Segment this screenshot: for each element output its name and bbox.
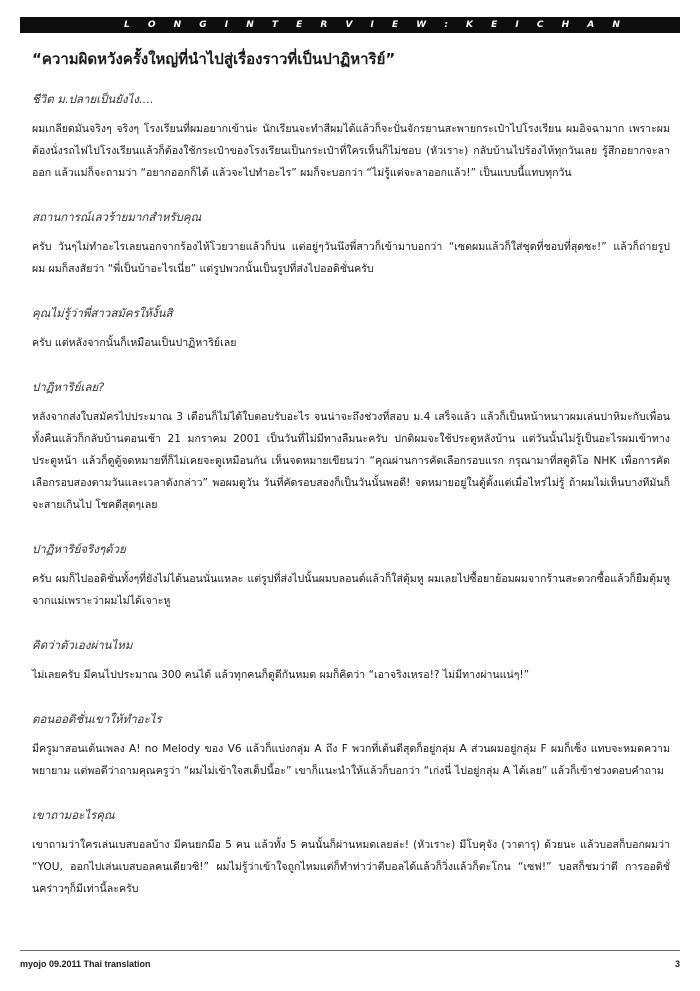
interview-question: สถานการณ์เลวร้ายมากสำหรับคุณ [32, 210, 202, 224]
qa-section [32, 378, 670, 516]
interview-question: ชีวิต ม.ปลายเป็นยังไง.... [32, 92, 154, 106]
qa-section [32, 710, 670, 782]
qa-section [32, 540, 670, 612]
interview-answer: มีครูมาสอนเต้นเพลง A! no Melody ของ V6 แล้วก็แบ่งกลุ่ม A ถึง F พวกที่เต้นดีสุดก็อยู่กลุ่ม A ส่วนผมอยู่กลุ่ม F ผมก็เซ็ง แทบจะหมดความพยายาม แต่พอดีว่าถามคุณครูว่า “ผมไม่เข้าใจสเต็ปนี้อะ” เขาก็แนะนำให้แล้วก็บอกว่า “เก่งนี่ ไปอยู่กลุ่ม A ได้เลย” แล้วก็เข้าช่วงตอบคำถาม [32, 743, 670, 777]
header-letter: V [345, 20, 353, 30]
header-letter: L [124, 20, 130, 30]
header-letter: N [612, 20, 620, 30]
header-bar [20, 17, 680, 33]
header-letter: I [515, 20, 519, 30]
interview-answer: ครับ แต่หลังจากนั้นก็เหมือนเป็นปาฏิหาริย์เลย [32, 337, 237, 349]
header-letter: I [370, 20, 374, 30]
interview-answer: เขาถามว่าใครเล่นเบสบอลบ้าง มีคนยกมือ 5 คน แล้วทั้ง 5 คนนั้นก็ผ่านหมดเลยล่ะ! (หัวเราะ) มีโบคุจัง (วาตารุ) ด้วยนะ แล้วบอสก็บอกผมว่า “YOU, ออกไปเล่นเบสบอลคนเดียวซิ!” ผมไม่รู้ว่าเข้าใจถูกไหมแต่ก็ทำท่าว่าตีบอลได้แล้วก็วิ่งแล้วก็ตะโกน “เซฟ!” บอสก็ชมว่าดี การออดิชั่นคร่าวๆก็มีเท่านี้ละครับ [32, 839, 670, 895]
interview-answer: ผมเกลียดมันจริงๆ จริงๆ โรงเรียนที่ผมอยากเข้าน่ะ นักเรียนจะทำสีผมได้แล้วก็จะปั่นจักรยานสะพายกระเป๋าไปโรงเรียน ผมอิจฉามาก เพราะผมต้องนั่งรถไฟไปโรงเรียนแล้วก็ต้องใช้กระเป๋าของโรงเรียนเป็นกระเป๋าที่ใครเห็นก็ไม่ชอบ (หัวเราะ) กลับบ้านไปร้องไห้ทุกวันเลย รู้สึกอยากจะลาออก แล้วแม่ก็จะถามว่า “อยากออกก็ได้ แล้วจะไปทำอะไร” ผมก็จะบอกว่า “ไม่รู้แต่จะลาออกแล้ว!” เป็นแบบนี้แทบทุกวัน [32, 123, 670, 179]
qa-section [32, 806, 670, 900]
interview-question: ปาฏิหาริย์เลย? [32, 380, 105, 394]
header-title [20, 17, 680, 33]
header-letter: N [246, 20, 254, 30]
interview-question: คิดว่าตัวเองผ่านไหม [32, 638, 133, 652]
header-letter: C [536, 20, 544, 30]
qa-section [32, 208, 670, 280]
interview-question: ปาฏิหาริย์จริงๆด้วย [32, 542, 126, 556]
header-letter: N [173, 20, 182, 30]
header-letter: T [271, 20, 279, 30]
interview-answer: ครับ ผมก็ไปออดิชั่นทั้งๆที่ยังไม่ได้นอนนั่นแหละ แต่รูปที่ส่งไปนั้นผมบลอนด์แล้วก็ใส่ตุ้มหู ผมเลยไปซื้อยาย้อมผมจากร้านสะดวกซื้อแล้วก็ยืมตุ้มหูจากแม่เพราะว่าผมไม่ได้เจาะหู [32, 573, 670, 607]
header-letter: R [320, 20, 328, 30]
article-headline: “ความผิดหวังครั้งใหญ่ที่นำไปสู่เรื่องราวที่เป็นปาฏิหาริย์” [32, 50, 396, 68]
header-letter: K [466, 20, 474, 30]
interview-answer: ครับ วันๆไม่ทำอะไรเลยนอกจากร้องไห้โวยวายแล้วก็บ่น แต่อยู่ๆวันนึงพี่สาวก็เข้ามาบอกว่า “เซตผมแล้วก็ใส่ชุดที่ชอบที่สุดซะ!” แล้วก็ถ่ายรูปผม ผมก็สงสัยว่า “พี่เป็นบ้าอะไรเนี่ย” แต่รูปพวกนั้นเป็นรูปที่ส่งไปออดิชั่นครับ [32, 241, 670, 275]
header-letter: G [199, 20, 207, 30]
header-letter: E [392, 20, 399, 30]
interview-question: ตอนออดิชั่นเขาให้ทำอะไร [32, 712, 162, 726]
footer-divider [20, 950, 680, 951]
interview-question: เขาถามอะไรคุณ [32, 808, 115, 822]
interview-answer: ไม่เลยครับ มีคนไปประมาณ 300 คนได้ แล้วทุกคนก็ดูดีกันหมด ผมก็คิดว่า “เอาจริงเหรอ!? ไม่มีทางผ่านแน่ๆ!” [32, 669, 530, 681]
header-letter: E [296, 20, 303, 30]
qa-section [32, 304, 670, 354]
header-letter: O [147, 20, 156, 30]
page-number: 3 [674, 959, 680, 969]
header-letter: W [416, 20, 427, 30]
interview-answer: หลังจากส่งใบสมัครไปประมาณ 3 เดือนก็ไม่ได้ใบตอบรับอะไร จนน่าจะถึงช่วงที่สอบ ม.4 เสร็จแล้ว แล้วก็เป็นหน้าหนาวผมเล่นปาหิมะกับเพื่อนทั้งคืนแล้วก็กลับบ้านตอนเช้า 21 มกราคม 2001 เป็นวันที่ไม่มีทางลืมนะครับ ปกติผมจะใช้ประตูหลังบ้าน แต่วันนั้นไม่รู้เป็นอะไรผมเข้าทางประตูหน้า แล้วก็ดูตู้จดหมายที่ก็ไม่เคยจะดูเหมือนกัน เห็นจดหมายเขียนว่า “คุณผ่านการคัดเลือกรอบแรก กรุณามาที่สตูดิโอ NHK เพื่อการคัดเลือกรอบสองตามวันและเวลาดังกล่าว” พอผมดูวัน วันที่คัดรอบสองก็เป็นวันนั้นพอดี! จดหมายอยู่ในตู้ตั้งแต่เมื่อไหร่ไม่รู้ ถ้าผมไม่เห็นบางทีมันก็จะสายเกินไป โชคดีสุดๆเลย [32, 411, 670, 511]
header-letter: H [561, 20, 570, 30]
header-letter: E [491, 20, 498, 30]
qa-section [32, 636, 670, 686]
header-letter: A [587, 20, 595, 30]
interview-question: คุณไม่รู้ว่าพี่สาวสมัครให้งั้นสิ [32, 306, 173, 320]
header-letter: : [444, 20, 448, 30]
header-letter: I [224, 20, 229, 30]
footer-credit: myojo 09.2011 Thai translation [20, 959, 151, 969]
qa-section [32, 90, 670, 184]
article-body [32, 48, 670, 924]
